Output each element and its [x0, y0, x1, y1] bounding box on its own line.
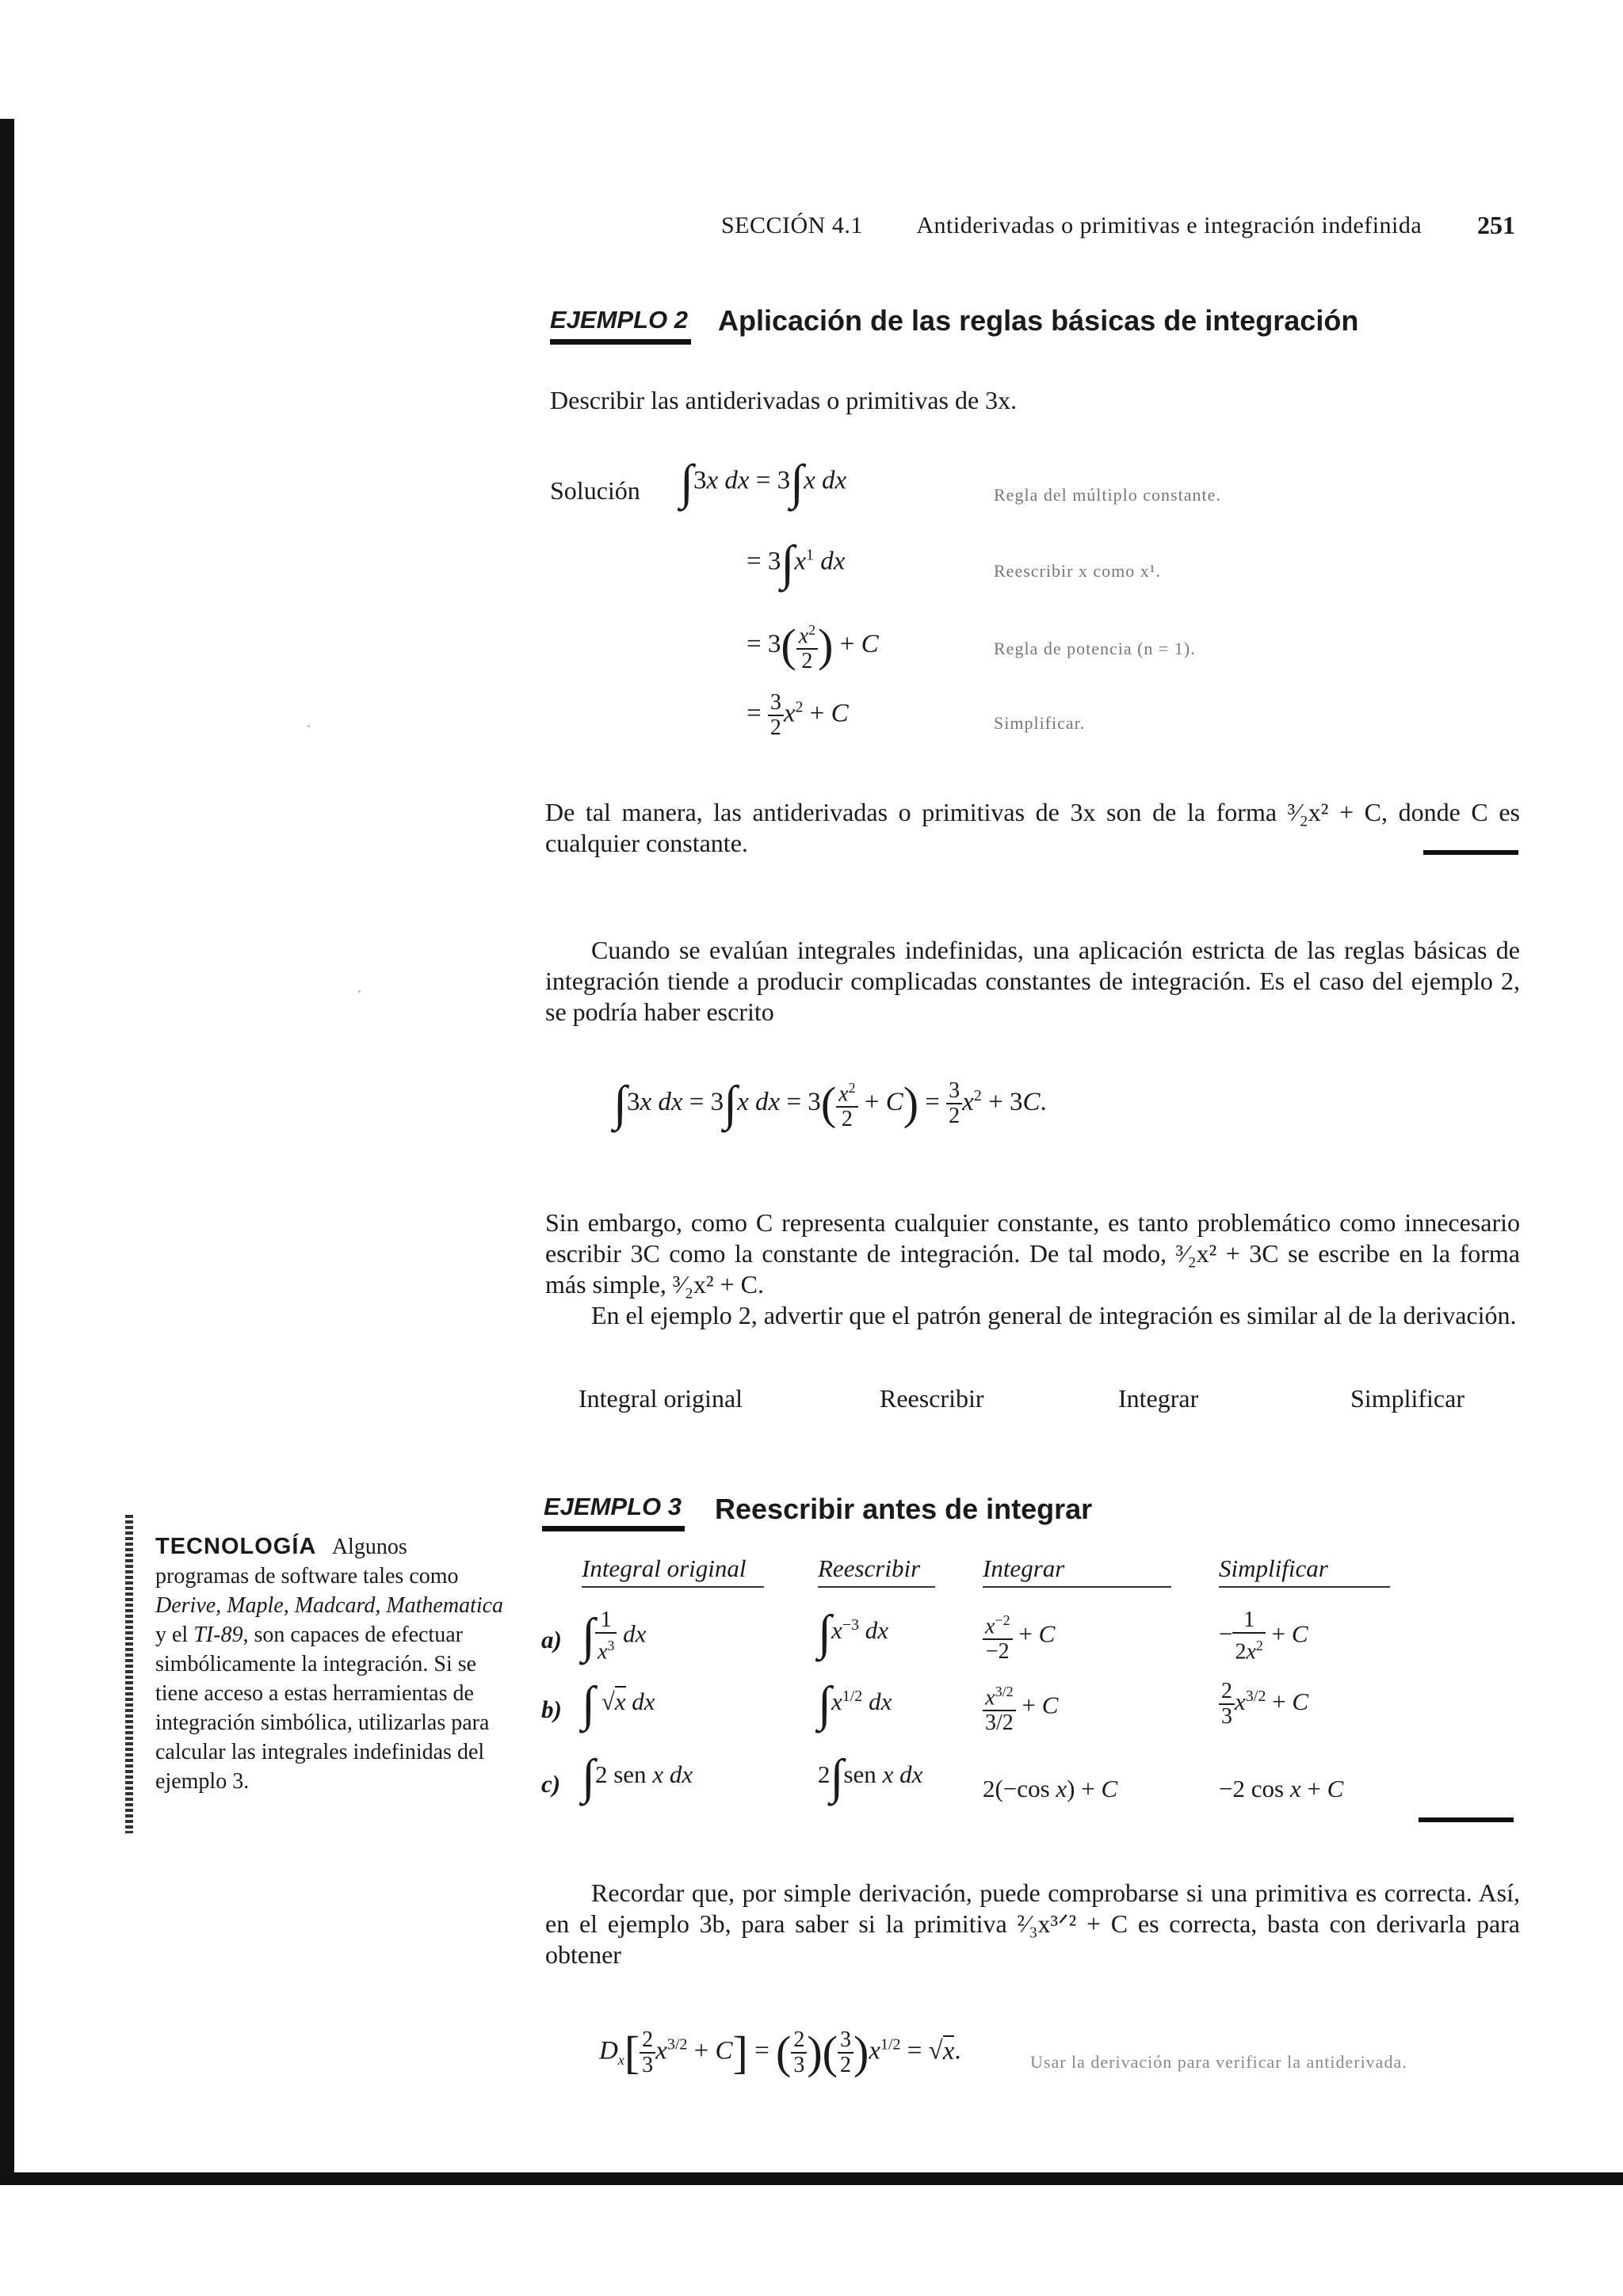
row-a-rewrite: $\int x^{-3}$ dx: [818, 1606, 889, 1660]
table-header-rewrite: Reescribir: [818, 1554, 935, 1588]
paragraph-4-wrap: [545, 1878, 1520, 1970]
paragraph-2: Sin embargo, como C representa cualquier constante, es tanto problemático como innecesario escribir 3C como la constante de integración. De tal modo, ³⁄₂x² + 3C se escribe en la forma más simple, ³⁄₂x² + C.: [545, 1208, 1520, 1299]
scan-speck: [307, 725, 310, 727]
example2-label-bar: [550, 339, 691, 345]
paragraph-2-wrap: [545, 1207, 1520, 1331]
flow-step-simplify: Simplificar: [1350, 1384, 1465, 1413]
flow-step-rewrite: Reescribir: [880, 1384, 984, 1413]
solution-note-2: Reescribir x como x¹.: [994, 561, 1161, 581]
example2-end-bar: [1423, 850, 1518, 855]
solution-note-3: Regla de potencia (n = 1).: [994, 639, 1196, 658]
example3-label: EJEMPLO 3: [544, 1493, 682, 1520]
solution-label: Solución: [550, 476, 640, 505]
section-title: Antiderivadas o primitivas e integración indefinida: [916, 212, 1423, 238]
solution-step-4: = $\frac{3}{2}$ $x^2 + C$: [747, 690, 849, 740]
row-b-simplify: $\frac{2}{3}$ $x^{3/2} + C$: [1219, 1680, 1308, 1729]
row-a-simplify: − $\frac{1}{2x^2}$ + C: [1219, 1608, 1308, 1665]
row-b-integrate: $\frac{x^{3/2}}{3/2}$ + C: [983, 1680, 1058, 1735]
technology-title: TECNOLOGÍA: [155, 1534, 317, 1559]
display-equation: ∫3x dx = 3∫x dx = 3( $\frac{x^2}{2}$ + C) = $\frac{3}{2}$ $x^2 + 3C$.: [613, 1077, 1047, 1132]
paragraph-4: Recordar que, por simple derivación, puede comprobarse si una primitiva es correcta. Así, en el ejemplo 3b, para saber si la primitiva ²⁄₃x³ᐟ² + C es correcta, basta con derivarla para obtener: [545, 1878, 1520, 1969]
row-label-b: b): [541, 1695, 562, 1723]
paragraph-3: En el ejemplo 2, advertir que el patrón general de integración es similar al de la derivación.: [591, 1301, 1517, 1329]
final-note: Usar la derivación para verificar la antiderivada.: [1030, 2052, 1407, 2072]
solution-note-1: Regla del múltiplo constante.: [994, 485, 1221, 505]
row-c-rewrite: 2∫sen x dx: [818, 1750, 923, 1804]
technology-body-end: , son capaces de efectuar simbólicamente la integración. Si se tiene acceso a estas herramientas de integración simbólica, utilizarlas para calcular las integrales indefinidas del ejemplo 3.: [155, 1623, 490, 1794]
row-a-original: ∫ $\frac{1}{x^3}$ dx: [582, 1608, 647, 1665]
flow-step-original: Integral original: [579, 1384, 743, 1413]
table-header-integrate: Integrar: [983, 1554, 1171, 1588]
technology-body-start: Algunos programas de software tales como: [155, 1535, 459, 1589]
solution-step-3: = 3( $\frac{x^2}{2}$ ) + C: [747, 618, 879, 673]
scan-speck: [358, 990, 361, 993]
flow-step-integrate: Integrar: [1118, 1384, 1199, 1413]
example2-prompt: Describir las antiderivadas o primitivas de 3x.: [550, 386, 1018, 414]
example3-label-bar: [542, 1526, 685, 1531]
example3-end-bar: [1419, 1817, 1514, 1822]
technology-note: [155, 1532, 504, 1796]
row-c-integrate: 2(−cos x) + C: [983, 1775, 1118, 1802]
page-number: 251: [1477, 211, 1515, 239]
section-number: SECCIÓN 4.1: [721, 212, 863, 238]
row-a-integrate: $\frac{x^{-2}}{-2}$ + C: [983, 1608, 1055, 1664]
technology-software: Derive, Maple, Madcard, Mathematica: [155, 1593, 504, 1618]
technology-and: y el: [155, 1623, 189, 1647]
final-equation: $D_x$[ $\frac{2}{3}$ $x^{3/2} + C$] = ( $\frac{2}{3}$ )( $\frac{3}{2}$ )$x^{1/2} = √x$.: [599, 2027, 961, 2078]
table-header-simplify: Simplificar: [1219, 1554, 1390, 1588]
example2-title: Aplicación de las reglas básicas de integración: [718, 304, 1359, 337]
table-header-original: Integral original: [582, 1554, 764, 1588]
solution-step-2: = $3\int x^1$ dx: [747, 536, 846, 590]
scan-bottom-edge: [0, 2172, 1623, 2185]
solution-step-1: ∫3x dx = 3∫x dx: [680, 456, 847, 509]
row-label-a: a): [541, 1626, 562, 1653]
row-label-c: c): [541, 1770, 561, 1798]
example2-conclusion: De tal manera, las antiderivadas o primitivas de 3x son de la forma ³⁄₂x² + C, donde C es cualquier constante.: [545, 798, 1520, 857]
example2-label: EJEMPLO 2: [550, 306, 688, 334]
example3-title: Reescribir antes de integrar: [715, 1493, 1093, 1525]
row-b-original: ∫ √x dx: [582, 1677, 655, 1731]
row-b-rewrite: $\int x^{1/2}$ dx: [818, 1677, 892, 1731]
solution-note-4: Simplificar.: [994, 713, 1086, 733]
row-c-original: ∫2 sen x dx: [582, 1750, 693, 1804]
technology-device: TI-89: [193, 1623, 243, 1647]
row-c-simplify: −2 cos x + C: [1219, 1775, 1344, 1802]
paragraph-1: Cuando se evalúan integrales indefinidas, una aplicación estricta de las reglas básicas de integración tiende a producir complicadas constantes de integración. Es el caso del ejemplo 2, se podría haber escrito: [545, 936, 1520, 1026]
running-header: [721, 212, 1422, 239]
scan-left-edge: [0, 119, 14, 2177]
paragraph-1-wrap: [545, 935, 1520, 1028]
tech-sidebar-rule: [125, 1515, 133, 1833]
